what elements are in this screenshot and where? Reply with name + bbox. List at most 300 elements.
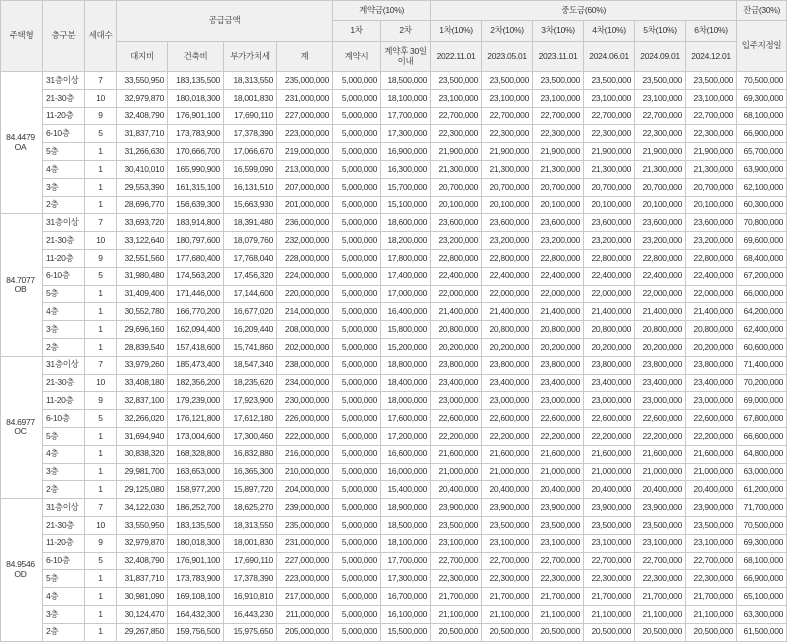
interim-payment-cell: 20,800,000	[635, 321, 686, 339]
total-cell: 235,000,000	[277, 516, 333, 534]
table-row	[1, 463, 787, 481]
vat-cell: 17,300,460	[224, 427, 277, 445]
interim-payment-cell: 20,400,000	[584, 481, 635, 499]
interim-payment-cell: 22,400,000	[584, 267, 635, 285]
interim-payment-cell: 20,100,000	[431, 196, 482, 214]
contract-2nd-cell: 16,000,000	[381, 463, 431, 481]
total-cell: 208,000,000	[277, 321, 333, 339]
vat-cell: 18,001,830	[224, 89, 277, 107]
land-cost-cell: 31,409,400	[117, 285, 168, 303]
interim-payment-cell: 22,800,000	[686, 249, 737, 267]
interim-payment-cell: 22,300,000	[482, 125, 533, 143]
interim-payment-cell: 23,000,000	[482, 392, 533, 410]
interim-payment-cell: 21,000,000	[482, 463, 533, 481]
building-cost-cell: 179,239,000	[168, 392, 224, 410]
contract-2nd-cell: 18,500,000	[381, 72, 431, 90]
interim-payment-cell: 22,300,000	[431, 125, 482, 143]
interim-payment-cell: 20,800,000	[584, 321, 635, 339]
interim-payment-cell: 20,500,000	[686, 623, 737, 641]
contract-2nd-cell: 17,600,000	[381, 410, 431, 428]
housing-type-cell: 84.9546 OD	[1, 499, 43, 641]
header-housing-type: 주택형	[1, 1, 43, 72]
total-cell: 228,000,000	[277, 249, 333, 267]
contract-2nd-cell: 18,500,000	[381, 516, 431, 534]
land-cost-cell: 29,696,160	[117, 321, 168, 339]
floor-cell: 5층	[43, 570, 85, 588]
total-cell: 205,000,000	[277, 623, 333, 641]
header-total: 계	[277, 42, 333, 72]
floor-cell: 2층	[43, 338, 85, 356]
contract-1st-cell: 5,000,000	[333, 410, 381, 428]
interim-payment-cell: 22,200,000	[584, 427, 635, 445]
units-cell: 7	[85, 356, 117, 374]
contract-2nd-cell: 18,400,000	[381, 374, 431, 392]
contract-1st-cell: 5,000,000	[333, 570, 381, 588]
balance-cell: 69,300,000	[737, 89, 787, 107]
table-row	[1, 107, 787, 125]
interim-payment-cell: 22,400,000	[686, 267, 737, 285]
interim-payment-cell: 21,300,000	[431, 160, 482, 178]
interim-payment-cell: 23,200,000	[482, 232, 533, 250]
contract-1st-cell: 5,000,000	[333, 89, 381, 107]
contract-1st-cell: 5,000,000	[333, 232, 381, 250]
interim-payment-cell: 20,400,000	[431, 481, 482, 499]
vat-cell: 16,910,810	[224, 588, 277, 606]
units-cell: 1	[85, 338, 117, 356]
contract-1st-cell: 5,000,000	[333, 552, 381, 570]
interim-payment-cell: 22,000,000	[584, 285, 635, 303]
table-row	[1, 588, 787, 606]
interim-payment-cell: 21,900,000	[635, 143, 686, 161]
interim-payment-cell: 21,100,000	[533, 605, 584, 623]
contract-2nd-cell: 16,300,000	[381, 160, 431, 178]
housing-type-cell: 84.7077 OB	[1, 214, 43, 356]
floor-cell: 6-10층	[43, 125, 85, 143]
balance-cell: 69,000,000	[737, 392, 787, 410]
balance-cell: 65,100,000	[737, 588, 787, 606]
interim-payment-cell: 22,400,000	[482, 267, 533, 285]
interim-payment-cell: 22,700,000	[686, 107, 737, 125]
table-row	[1, 178, 787, 196]
vat-cell: 15,975,650	[224, 623, 277, 641]
interim-payment-cell: 23,600,000	[635, 214, 686, 232]
land-cost-cell: 32,979,870	[117, 534, 168, 552]
interim-payment-cell: 23,000,000	[431, 392, 482, 410]
header-date-3: 2023.11.01	[533, 42, 584, 72]
building-cost-cell: 166,770,200	[168, 303, 224, 321]
total-cell: 211,000,000	[277, 605, 333, 623]
units-cell: 10	[85, 516, 117, 534]
interim-payment-cell: 22,300,000	[584, 125, 635, 143]
floor-cell: 4층	[43, 160, 85, 178]
units-cell: 9	[85, 107, 117, 125]
land-cost-cell: 32,408,790	[117, 552, 168, 570]
land-cost-cell: 32,408,790	[117, 107, 168, 125]
interim-payment-cell: 23,500,000	[635, 516, 686, 534]
total-cell: 201,000,000	[277, 196, 333, 214]
contract-2nd-cell: 17,200,000	[381, 427, 431, 445]
units-cell: 5	[85, 410, 117, 428]
contract-2nd-cell: 17,400,000	[381, 267, 431, 285]
building-cost-cell: 173,004,600	[168, 427, 224, 445]
interim-payment-cell: 21,700,000	[482, 588, 533, 606]
units-cell: 1	[85, 321, 117, 339]
balance-cell: 71,700,000	[737, 499, 787, 517]
header-date-6: 2024.12.01	[686, 42, 737, 72]
header-interim-3: 3차(10%)	[533, 21, 584, 42]
table-row	[1, 72, 787, 90]
floor-cell: 5층	[43, 285, 85, 303]
interim-payment-cell: 23,900,000	[482, 499, 533, 517]
vat-cell: 16,443,230	[224, 605, 277, 623]
units-cell: 1	[85, 623, 117, 641]
floor-cell: 3층	[43, 605, 85, 623]
floor-cell: 21-30층	[43, 89, 85, 107]
interim-payment-cell: 23,100,000	[686, 534, 737, 552]
header-interim-5: 5차(10%)	[635, 21, 686, 42]
units-cell: 1	[85, 445, 117, 463]
land-cost-cell: 32,837,100	[117, 392, 168, 410]
balance-cell: 66,000,000	[737, 285, 787, 303]
building-cost-cell: 176,901,100	[168, 552, 224, 570]
balance-cell: 67,200,000	[737, 267, 787, 285]
interim-payment-cell: 22,700,000	[686, 552, 737, 570]
vat-cell: 17,923,900	[224, 392, 277, 410]
vat-cell: 17,066,670	[224, 143, 277, 161]
floor-cell: 21-30층	[43, 516, 85, 534]
total-cell: 213,000,000	[277, 160, 333, 178]
units-cell: 1	[85, 605, 117, 623]
floor-cell: 21-30층	[43, 374, 85, 392]
land-cost-cell: 29,267,850	[117, 623, 168, 641]
interim-payment-cell: 22,700,000	[431, 552, 482, 570]
interim-payment-cell: 23,000,000	[584, 392, 635, 410]
table-row	[1, 303, 787, 321]
interim-payment-cell: 23,100,000	[686, 89, 737, 107]
table-row	[1, 605, 787, 623]
interim-payment-cell: 21,300,000	[686, 160, 737, 178]
interim-payment-cell: 23,400,000	[635, 374, 686, 392]
balance-cell: 68,100,000	[737, 107, 787, 125]
interim-payment-cell: 23,500,000	[482, 72, 533, 90]
interim-payment-cell: 21,600,000	[482, 445, 533, 463]
header-contract-1st: 1차	[333, 21, 381, 42]
contract-2nd-cell: 15,200,000	[381, 338, 431, 356]
header-building-cost: 건축비	[168, 42, 224, 72]
floor-cell: 5층	[43, 143, 85, 161]
interim-payment-cell: 21,400,000	[635, 303, 686, 321]
units-cell: 1	[85, 481, 117, 499]
interim-payment-cell: 23,400,000	[533, 374, 584, 392]
units-cell: 1	[85, 196, 117, 214]
floor-cell: 31층이상	[43, 356, 85, 374]
interim-payment-cell: 22,300,000	[635, 125, 686, 143]
header-households: 세대수	[85, 1, 117, 72]
floor-cell: 4층	[43, 445, 85, 463]
contract-2nd-cell: 15,700,000	[381, 178, 431, 196]
building-cost-cell: 171,446,000	[168, 285, 224, 303]
interim-payment-cell: 23,100,000	[533, 534, 584, 552]
balance-cell: 70,200,000	[737, 374, 787, 392]
interim-payment-cell: 23,200,000	[635, 232, 686, 250]
building-cost-cell: 180,797,600	[168, 232, 224, 250]
table-row	[1, 214, 787, 232]
interim-payment-cell: 23,800,000	[482, 356, 533, 374]
interim-payment-cell: 22,000,000	[533, 285, 584, 303]
units-cell: 5	[85, 267, 117, 285]
building-cost-cell: 180,018,300	[168, 534, 224, 552]
interim-payment-cell: 23,500,000	[635, 72, 686, 90]
building-cost-cell: 183,135,500	[168, 72, 224, 90]
interim-payment-cell: 23,800,000	[686, 356, 737, 374]
interim-payment-cell: 22,300,000	[686, 125, 737, 143]
building-cost-cell: 183,914,800	[168, 214, 224, 232]
header-date-4: 2024.06.01	[584, 42, 635, 72]
land-cost-cell: 31,694,940	[117, 427, 168, 445]
contract-2nd-cell: 18,100,000	[381, 534, 431, 552]
interim-payment-cell: 21,700,000	[635, 588, 686, 606]
interim-payment-cell: 23,900,000	[431, 499, 482, 517]
interim-payment-cell: 21,600,000	[533, 445, 584, 463]
interim-payment-cell: 21,600,000	[431, 445, 482, 463]
total-cell: 217,000,000	[277, 588, 333, 606]
vat-cell: 18,313,550	[224, 516, 277, 534]
units-cell: 7	[85, 214, 117, 232]
header-supply-amount: 공급금액	[117, 1, 333, 42]
interim-payment-cell: 22,800,000	[533, 249, 584, 267]
floor-cell: 11-20층	[43, 107, 85, 125]
floor-cell: 3층	[43, 463, 85, 481]
building-cost-cell: 165,990,900	[168, 160, 224, 178]
balance-cell: 69,300,000	[737, 534, 787, 552]
interim-payment-cell: 20,100,000	[584, 196, 635, 214]
contract-1st-cell: 5,000,000	[333, 374, 381, 392]
contract-2nd-cell: 18,000,000	[381, 392, 431, 410]
total-cell: 235,000,000	[277, 72, 333, 90]
interim-payment-cell: 21,600,000	[635, 445, 686, 463]
contract-1st-cell: 5,000,000	[333, 160, 381, 178]
floor-cell: 11-20층	[43, 534, 85, 552]
interim-payment-cell: 22,600,000	[584, 410, 635, 428]
table-row	[1, 249, 787, 267]
vat-cell: 18,391,480	[224, 214, 277, 232]
interim-payment-cell: 22,700,000	[533, 552, 584, 570]
header-at-contract: 계약시	[333, 42, 381, 72]
interim-payment-cell: 22,200,000	[686, 427, 737, 445]
interim-payment-cell: 20,400,000	[482, 481, 533, 499]
balance-cell: 63,300,000	[737, 605, 787, 623]
vat-cell: 16,677,020	[224, 303, 277, 321]
total-cell: 231,000,000	[277, 89, 333, 107]
floor-cell: 2층	[43, 196, 85, 214]
contract-2nd-cell: 17,700,000	[381, 107, 431, 125]
floor-cell: 11-20층	[43, 392, 85, 410]
vat-cell: 17,690,110	[224, 107, 277, 125]
interim-payment-cell: 22,700,000	[635, 107, 686, 125]
header-interim-6: 6차(10%)	[686, 21, 737, 42]
total-cell: 214,000,000	[277, 303, 333, 321]
contract-2nd-cell: 18,100,000	[381, 89, 431, 107]
interim-payment-cell: 20,700,000	[635, 178, 686, 196]
interim-payment-cell: 20,500,000	[533, 623, 584, 641]
land-cost-cell: 33,550,950	[117, 516, 168, 534]
interim-payment-cell: 22,300,000	[686, 570, 737, 588]
interim-payment-cell: 23,400,000	[686, 374, 737, 392]
land-cost-cell: 30,838,320	[117, 445, 168, 463]
contract-1st-cell: 5,000,000	[333, 72, 381, 90]
building-cost-cell: 173,783,900	[168, 125, 224, 143]
balance-cell: 64,200,000	[737, 303, 787, 321]
interim-payment-cell: 20,200,000	[686, 338, 737, 356]
vat-cell: 17,456,320	[224, 267, 277, 285]
contract-2nd-cell: 16,600,000	[381, 445, 431, 463]
header-vat: 부가가치세	[224, 42, 277, 72]
floor-cell: 3층	[43, 178, 85, 196]
interim-payment-cell: 22,700,000	[584, 552, 635, 570]
balance-cell: 70,800,000	[737, 214, 787, 232]
contract-1st-cell: 5,000,000	[333, 588, 381, 606]
balance-cell: 71,400,000	[737, 356, 787, 374]
table-row	[1, 160, 787, 178]
interim-payment-cell: 20,500,000	[584, 623, 635, 641]
land-cost-cell: 28,696,770	[117, 196, 168, 214]
floor-cell: 6-10층	[43, 267, 85, 285]
building-cost-cell: 164,432,300	[168, 605, 224, 623]
interim-payment-cell: 23,100,000	[533, 89, 584, 107]
balance-cell: 61,500,000	[737, 623, 787, 641]
vat-cell: 18,313,550	[224, 72, 277, 90]
interim-payment-cell: 22,600,000	[686, 410, 737, 428]
contract-1st-cell: 5,000,000	[333, 267, 381, 285]
balance-cell: 62,400,000	[737, 321, 787, 339]
interim-payment-cell: 20,800,000	[431, 321, 482, 339]
vat-cell: 15,897,720	[224, 481, 277, 499]
building-cost-cell: 157,418,600	[168, 338, 224, 356]
interim-payment-cell: 21,000,000	[431, 463, 482, 481]
interim-payment-cell: 22,000,000	[482, 285, 533, 303]
vat-cell: 18,079,760	[224, 232, 277, 250]
building-cost-cell: 185,473,400	[168, 356, 224, 374]
vat-cell: 17,690,110	[224, 552, 277, 570]
interim-payment-cell: 21,700,000	[584, 588, 635, 606]
balance-cell: 64,800,000	[737, 445, 787, 463]
land-cost-cell: 31,837,710	[117, 125, 168, 143]
interim-payment-cell: 23,400,000	[431, 374, 482, 392]
total-cell: 227,000,000	[277, 552, 333, 570]
land-cost-cell: 32,979,870	[117, 89, 168, 107]
units-cell: 1	[85, 178, 117, 196]
interim-payment-cell: 23,500,000	[584, 72, 635, 90]
interim-payment-cell: 21,900,000	[686, 143, 737, 161]
floor-cell: 21-30층	[43, 232, 85, 250]
interim-payment-cell: 23,500,000	[533, 516, 584, 534]
balance-cell: 66,900,000	[737, 570, 787, 588]
interim-payment-cell: 22,200,000	[533, 427, 584, 445]
contract-1st-cell: 5,000,000	[333, 481, 381, 499]
header-contract-2nd: 2차	[381, 21, 431, 42]
interim-payment-cell: 21,000,000	[533, 463, 584, 481]
interim-payment-cell: 21,300,000	[482, 160, 533, 178]
interim-payment-cell: 20,700,000	[686, 178, 737, 196]
contract-2nd-cell: 18,600,000	[381, 214, 431, 232]
table-row	[1, 338, 787, 356]
interim-payment-cell: 23,600,000	[482, 214, 533, 232]
contract-2nd-cell: 17,300,000	[381, 570, 431, 588]
table-row	[1, 552, 787, 570]
units-cell: 1	[85, 427, 117, 445]
land-cost-cell: 33,408,180	[117, 374, 168, 392]
interim-payment-cell: 22,800,000	[584, 249, 635, 267]
interim-payment-cell: 23,100,000	[635, 89, 686, 107]
interim-payment-cell: 20,500,000	[635, 623, 686, 641]
interim-payment-cell: 22,700,000	[533, 107, 584, 125]
land-cost-cell: 30,981,090	[117, 588, 168, 606]
interim-payment-cell: 20,800,000	[686, 321, 737, 339]
interim-payment-cell: 20,800,000	[533, 321, 584, 339]
contract-2nd-cell: 16,100,000	[381, 605, 431, 623]
building-cost-cell: 177,680,400	[168, 249, 224, 267]
interim-payment-cell: 20,200,000	[431, 338, 482, 356]
units-cell: 1	[85, 143, 117, 161]
floor-cell: 6-10층	[43, 552, 85, 570]
table-row	[1, 267, 787, 285]
total-cell: 239,000,000	[277, 499, 333, 517]
floor-cell: 5층	[43, 427, 85, 445]
interim-payment-cell: 23,100,000	[431, 89, 482, 107]
vat-cell: 16,599,090	[224, 160, 277, 178]
table-row	[1, 374, 787, 392]
interim-payment-cell: 20,100,000	[533, 196, 584, 214]
interim-payment-cell: 23,500,000	[686, 72, 737, 90]
interim-payment-cell: 22,200,000	[482, 427, 533, 445]
floor-cell: 31층이상	[43, 214, 85, 232]
vat-cell: 18,001,830	[224, 534, 277, 552]
interim-payment-cell: 20,700,000	[431, 178, 482, 196]
total-cell: 220,000,000	[277, 285, 333, 303]
units-cell: 5	[85, 552, 117, 570]
interim-payment-cell: 21,400,000	[482, 303, 533, 321]
contract-2nd-cell: 18,200,000	[381, 232, 431, 250]
table-row	[1, 570, 787, 588]
interim-payment-cell: 21,300,000	[635, 160, 686, 178]
vat-cell: 18,625,270	[224, 499, 277, 517]
balance-cell: 63,000,000	[737, 463, 787, 481]
contract-1st-cell: 5,000,000	[333, 623, 381, 641]
table-row	[1, 410, 787, 428]
building-cost-cell: 161,315,100	[168, 178, 224, 196]
floor-cell: 4층	[43, 303, 85, 321]
header-interim-2: 2차(10%)	[482, 21, 533, 42]
land-cost-cell: 30,552,780	[117, 303, 168, 321]
interim-payment-cell: 23,800,000	[635, 356, 686, 374]
interim-payment-cell: 23,900,000	[686, 499, 737, 517]
total-cell: 204,000,000	[277, 481, 333, 499]
balance-cell: 62,100,000	[737, 178, 787, 196]
total-cell: 223,000,000	[277, 125, 333, 143]
land-cost-cell: 33,693,720	[117, 214, 168, 232]
contract-2nd-cell: 17,000,000	[381, 285, 431, 303]
interim-payment-cell: 23,400,000	[584, 374, 635, 392]
contract-2nd-cell: 18,900,000	[381, 499, 431, 517]
balance-cell: 67,800,000	[737, 410, 787, 428]
contract-1st-cell: 5,000,000	[333, 125, 381, 143]
interim-payment-cell: 23,000,000	[533, 392, 584, 410]
interim-payment-cell: 22,600,000	[533, 410, 584, 428]
contract-2nd-cell: 17,700,000	[381, 552, 431, 570]
interim-payment-cell: 22,700,000	[584, 107, 635, 125]
total-cell: 224,000,000	[277, 267, 333, 285]
land-cost-cell: 31,980,480	[117, 267, 168, 285]
